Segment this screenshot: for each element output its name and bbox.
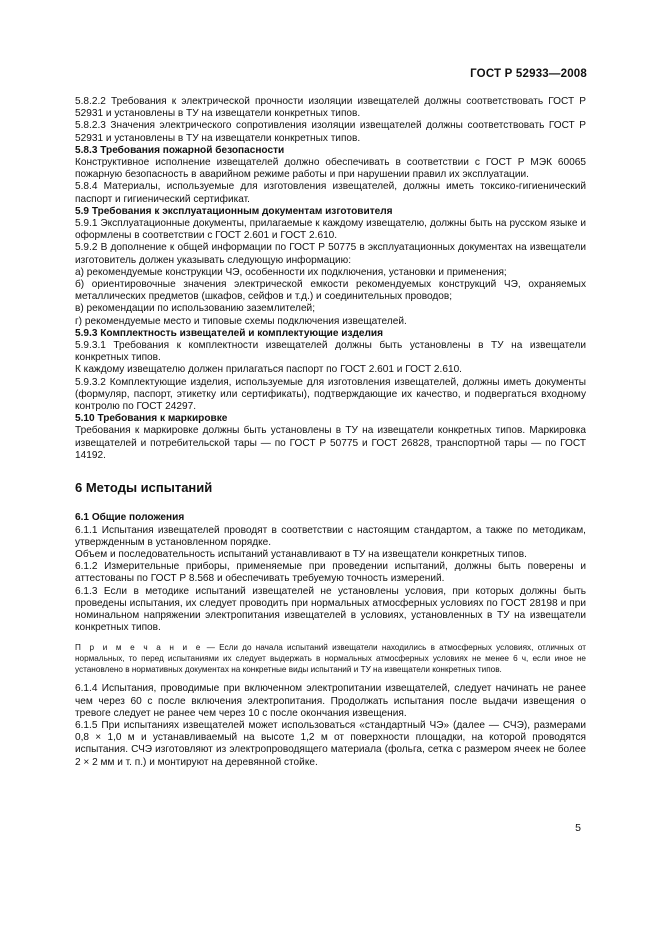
- paragraph-text: 5.8.2.2 Требования к электрической прочности изоляции извещателей должны соответствовать ГОСТ Р 52931 и установлены в ТУ на извещатели конкретных типов.: [75, 96, 586, 120]
- section-heading: 5.10 Требования к маркировке: [75, 413, 228, 425]
- paragraph: [75, 120, 586, 144]
- paragraph: 5.9.3.2 Комплектующие изделия, используемые для изготовления извещателей, должны иметь документы (формуляр, паспорт, этикетку или сертификаты), подтверждающие их качество, и подвергаться входному контролю по ГОСТ 24297.: [75, 376, 586, 413]
- document-body: [75, 96, 586, 769]
- paragraph: 6.1.3 Если в методике испытаний извещателей не установлены условия, при которых должны быть проведены испытания, их следует проводить при нормальных атмосферных условиях по ГОСТ 28198 и при номинальном напряжении электропитания извещателей в условиях, установленных в ТУ на извещатели конкретных типов.: [75, 585, 586, 634]
- paragraph: 5.8.4 Материалы, используемые для изготовления извещателей, должны иметь токсико-гигиенический паспорт и гигиенический сертификат.: [75, 181, 586, 205]
- paragraph: Конструктивное исполнение извещателей должно обеспечивать в соответствии с ГОСТ Р МЭК 60065 пожарную безопасность в аварийном режиме работы и при нарушении правил их эксплуатации.: [75, 157, 586, 181]
- paragraph: [75, 96, 586, 120]
- paragraph: 6.1.1 Испытания извещателей проводят в соответствии с настоящим стандартом, а также по методикам, утвержденным в установленном порядке.: [75, 524, 586, 548]
- list-item: г) рекомендуемые место и типовые схемы подключения извещателей.: [75, 315, 407, 327]
- note-label: П р и м е ч а н и е: [75, 643, 203, 653]
- chapter-heading: 6 Методы испытаний: [75, 480, 213, 496]
- section-heading: 5.9 Требования к эксплуатационным документам изготовителя: [75, 205, 393, 217]
- page-number: 5: [575, 822, 581, 834]
- section-heading: 5.8.3 Требования пожарной безопасности: [75, 144, 285, 156]
- paragraph: Объем и последовательность испытаний устанавливают в ТУ на извещатели конкретных типов.: [75, 548, 527, 560]
- paragraph: К каждому извещателю должен прилагаться паспорт по ГОСТ 2.601 и ГОСТ 2.610.: [75, 364, 462, 376]
- section-heading: 6.1 Общие положения: [75, 512, 185, 524]
- list-item: а) рекомендуемые конструкции ЧЭ, особенности их подключения, установки и применения;: [75, 266, 507, 278]
- paragraph: 6.1.5 При испытаниях извещателей может использоваться «стандартный ЧЭ» (далее — СЧЭ), размерами 0,8 × 1,0 м и устанавливаемый на высоте 1,2 м от поверхности площадки, на которой проводятся испытания. СЧЭ изготовляют из электропроводящего материала (фольга, сетка с размером ячеек не более 2 × 2 мм и т. п.) и монтируют на деревянной стойке.: [75, 719, 586, 768]
- paragraph: 6.1.2 Измерительные приборы, применяемые при проведении испытаний, должны быть поверены и аттестованы по ГОСТ Р 8.568 и обеспечивать требуемую точность измерений.: [75, 561, 586, 585]
- list-item: в) рекомендации по использованию заземлителей;: [75, 303, 316, 315]
- paragraph: 6.1.4 Испытания, проводимые при включенном электропитании извещателей, следует начинать не ранее чем через 60 с после включения электропитания. Продолжать испытания после выдачи извещения о тревоге следует не ранее чем через 10 с после окончания извещения.: [75, 683, 586, 719]
- paragraph: 5.9.1 Эксплуатационные документы, прилагаемые к каждому извещателю, должны быть на русском языке и оформлены в соответствии с ГОСТ 2.601 и ГОСТ 2.610.: [75, 218, 586, 242]
- standard-code-header: ГОСТ Р 52933—2008: [470, 68, 587, 80]
- paragraph-text: 5.8.2.3 Значения электрического сопротивления изоляции извещателей должны соответствовать ГОСТ Р 52931 и установлены в ТУ на извещатели конкретных типов.: [75, 120, 586, 144]
- list-item: б) ориентировочные значения электрической емкости рекомендуемых конструкций ЧЭ, охраняемых металлических предметов (шкафов, сейфов и т.д.) и соединительных проводов;: [75, 279, 586, 303]
- note: [75, 642, 586, 675]
- note-text: — Если до начала испытаний извещатели находились в атмосферных условиях, отличных от нормальных, то перед испытаниями их следует выдержать в нормальных атмосферных условиях не менее 6 ч, если иное не установлено в нормативных документах на конкретные виды испытаний и ТУ на извещатели конкретных типов.: [75, 643, 587, 675]
- paragraph: 5.9.3.1 Требования к комплектности извещателей должны быть установлены в ТУ на извещатели конкретных типов.: [75, 340, 586, 364]
- paragraph: 5.9.2 В дополнение к общей информации по ГОСТ Р 50775 в эксплуатационных документах на извещатели изготовитель должен указывать следующую информацию:: [75, 242, 586, 266]
- paragraph: Требования к маркировке должны быть установлены в ТУ на извещатели конкретных типов. Маркировка извещателей и потребительской тары — по ГОСТ Р 50775 и ГОСТ 26828, транспортной тары — по ГОСТ 14192.: [75, 425, 586, 461]
- section-heading: 5.9.3 Комплектность извещателей и комплектующие изделия: [75, 327, 384, 339]
